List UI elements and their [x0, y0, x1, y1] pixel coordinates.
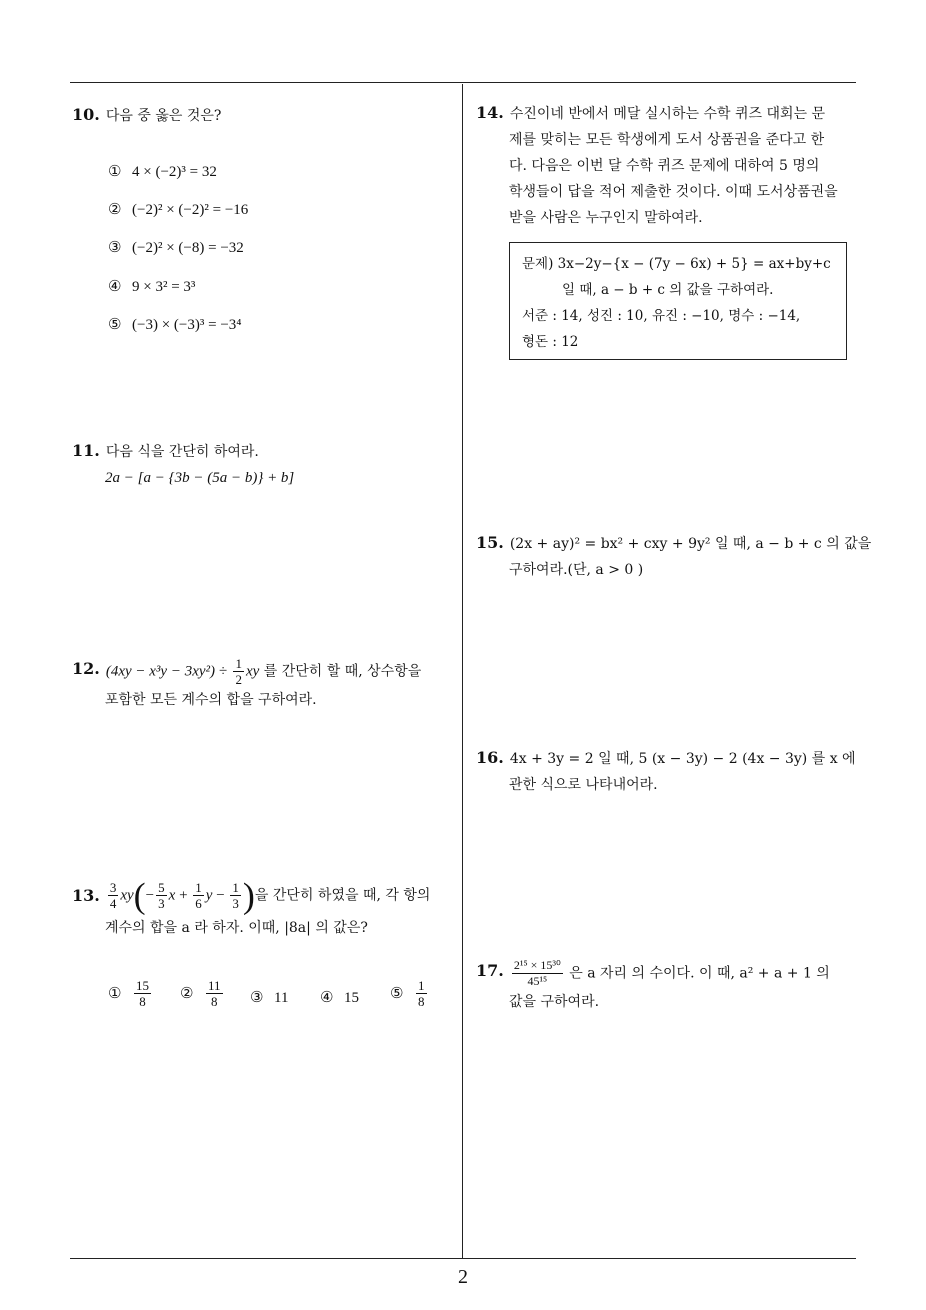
question-17 — [476, 958, 860, 1015]
q13-choice-1[interactable]: ① $\frac{15}{8}$ — [108, 978, 149, 1009]
q10-choice-1[interactable] — [108, 162, 217, 181]
question-line-2: 관한 식으로 나타내어라. — [509, 777, 658, 793]
page-number: 2 — [458, 1266, 468, 1288]
q10-choice-3[interactable] — [108, 238, 244, 257]
fraction-3-4: $\frac{3}{4}$ — [109, 880, 117, 911]
question-text: 다음 식을 간단히 하여라. — [105, 444, 259, 460]
question-13: 13. $\frac{3}{4}$ xy(− $\frac{5}{3}$ x + $\frac{1}{6}$ y − $\frac{1}{3}$ )을 간단히 하였을 때, 각 항의 계수의 합을 a 라 하자. 이때, |8a| 의 값은? — [72, 880, 464, 941]
question-line-2: 구하여라.(단, a > 0 ) — [509, 562, 644, 578]
question-10 — [72, 102, 221, 129]
q13-choice-4[interactable]: ④ 15 — [320, 988, 359, 1006]
question-16 — [476, 745, 860, 798]
question-line-1: (2x + ay)² = bx² + cxy + 9y² 일 때, a − b + c 의 값을 — [509, 536, 872, 552]
box-line-3: 서준 : 14, 성진 : 10, 유진 : −10, 명수 : −14, — [522, 308, 801, 324]
fraction: $\frac{11}{8}$ — [208, 978, 221, 1009]
question-line-1: 4x + 3y = 2 일 때, 5 (x − 3y) − 2 (4x − 3y) 를 x 에 — [509, 751, 856, 767]
question-number: 15. — [476, 533, 504, 552]
fraction-power: $\frac{\text{2¹⁵ × 15³⁰}}{\text{45¹⁵}}$ — [513, 958, 561, 988]
q13-choice-5[interactable]: ⑤ $\frac{1}{8}$ — [390, 978, 425, 1009]
right-paren: ) — [242, 875, 255, 916]
question-number: 11. — [72, 441, 100, 460]
question-15 — [476, 530, 872, 583]
question-number: 12. — [72, 659, 100, 678]
box-line-2: 일 때, a − b + c 의 값을 구하여라. — [562, 282, 774, 298]
question-text-line2: 포함한 모든 계수의 합을 구하여라. — [105, 692, 317, 708]
choice-expr: (−3) × (−3)³ = −3⁴ — [132, 317, 242, 333]
question-line-1: 은 a 자리 의 수이다. 이 때, a² + a + 1 의 — [569, 965, 830, 982]
question-11 — [72, 438, 294, 491]
choice-expr: 4 × (−2)³ = 32 — [132, 164, 217, 180]
q10-choice-2[interactable] — [108, 200, 248, 219]
expr-right: xy — [245, 663, 260, 680]
question-text: 를 간단히 할 때, 상수항을 — [259, 663, 422, 680]
fraction-5-3: $\frac{5}{3}$ — [158, 880, 165, 911]
left-paren: ( — [133, 875, 146, 916]
problem-box — [509, 242, 847, 360]
fraction: $\frac{1}{8}$ — [418, 978, 425, 1009]
choice-expr: (−2)² × (−2)² = −16 — [132, 202, 249, 218]
question-number: 10. — [72, 105, 100, 124]
box-line-4: 형돈 : 12 — [522, 334, 579, 350]
question-line-2: 값을 구하여라. — [509, 994, 600, 1010]
question-line-4: 학생들이 답을 적어 제출한 것이다. 이때 도서상품권을 — [509, 184, 838, 200]
choice-mark: ① — [108, 162, 122, 180]
choice-expr: (−2)² × (−8) = −32 — [132, 240, 244, 256]
question-14 — [476, 100, 860, 231]
top-rule — [70, 82, 856, 83]
question-expression: 2a − [a − {3b − (5a − b)} + b] — [105, 470, 295, 486]
q10-choice-5[interactable] — [108, 315, 242, 334]
question-text-line2: 계수의 합을 a 라 하자. 이때, |8a| 의 값은? — [105, 920, 368, 936]
question-number: 13. — [72, 885, 100, 905]
q10-choice-4[interactable] — [108, 277, 195, 296]
box-line-1: 문제) 3x−2y−{x − (7y − 6x) + 5} = ax+by+c — [522, 256, 831, 272]
question-number: 14. — [476, 103, 504, 122]
question-number: 17. — [476, 961, 504, 980]
bottom-rule — [70, 1258, 856, 1259]
choice-mark: ② — [108, 200, 122, 218]
fraction-half: $\frac{1}{2}$ — [235, 656, 242, 687]
expr-left: (4xy − x³y − 3xy²) ÷ — [105, 663, 228, 680]
choice-mark: ⑤ — [108, 315, 122, 333]
fraction-1-6: $\frac{1}{6}$ — [195, 880, 202, 911]
fraction-1-3: $\frac{1}{3}$ — [232, 880, 239, 911]
q13-choice-3[interactable]: ③ 11 — [250, 988, 289, 1006]
question-12 — [72, 656, 462, 713]
choice-mark: ③ — [108, 238, 122, 256]
q13-choice-2[interactable]: ② $\frac{11}{8}$ — [180, 978, 221, 1009]
choice-expr: 9 × 3² = 3³ — [132, 279, 196, 295]
question-line-1: 수진이네 반에서 메달 실시하는 수학 퀴즈 대회는 문 — [509, 106, 825, 122]
question-line-5: 받을 사람은 누구인지 말하여라. — [509, 210, 703, 226]
question-line-3: 다. 다음은 이번 달 수학 퀴즈 문제에 대하여 5 명의 — [509, 158, 820, 174]
question-text: 다음 중 옳은 것은? — [105, 108, 222, 124]
choice-mark: ④ — [108, 277, 122, 295]
xy-term: xy — [120, 887, 134, 904]
fraction: $\frac{15}{8}$ — [136, 978, 149, 1009]
question-line-2: 제를 맞히는 모든 학생에게 도서 상품권을 준다고 한 — [509, 132, 825, 148]
question-text: 을 간단히 하였을 때, 각 항의 — [254, 887, 431, 904]
column-divider — [462, 84, 463, 1259]
question-number: 16. — [476, 748, 504, 767]
